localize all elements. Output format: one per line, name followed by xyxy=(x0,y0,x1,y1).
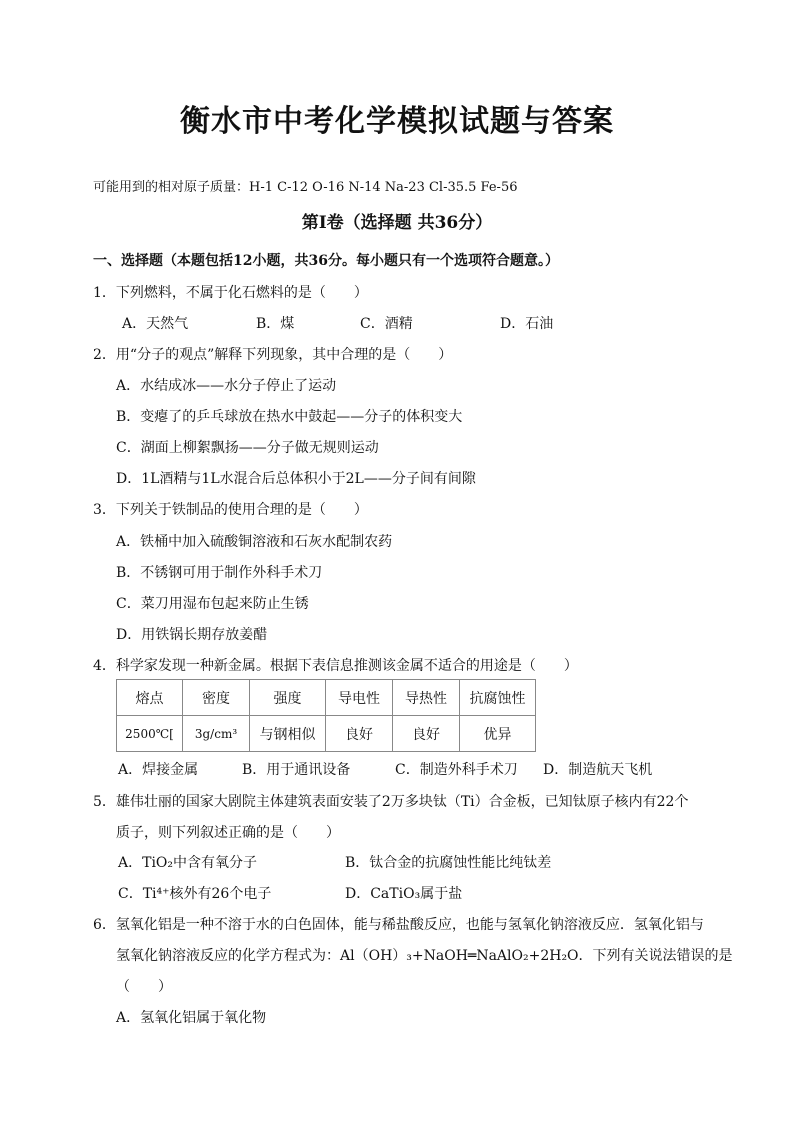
question-6-stem-line3: （ ） xyxy=(116,979,172,995)
q4-option-d: D．制造航天飞机 xyxy=(543,762,653,778)
table-cell: 与钢相似 xyxy=(250,716,326,752)
q5-option-a: A．TiO₂中含有氧分子 xyxy=(118,855,258,871)
q1-option-b: B．煤 xyxy=(256,316,295,332)
question-5-stem-line1: 5．雄伟壮丽的国家大剧院主体建筑表面安装了2万多块钛（Ti）合金板，已知钛原子核内有22个 xyxy=(93,794,689,810)
question-1-stem: 1．下列燃料，不属于化石燃料的是（ ） xyxy=(93,285,368,301)
q1-option-d: D．石油 xyxy=(500,316,554,332)
table-row xyxy=(117,716,536,752)
atomic-masses-note: 可能用到的相对原子质量：H-1 C-12 O-16 N-14 Na-23 Cl-35.5 Fe-56 xyxy=(93,180,518,195)
q6-option-a: A．氢氧化铝属于氧化物 xyxy=(116,1010,267,1026)
table-cell: 优异 xyxy=(460,716,536,752)
q5-option-d: D．CaTiO₃属于盐 xyxy=(345,886,463,902)
question-6-stem-line2: 氢氧化钠溶液反应的化学方程式为：Al（OH）₃+NaOH═NaAlO₂+2H₂O．下列有关说法错误的是 xyxy=(116,948,733,964)
question-4-options xyxy=(0,759,794,779)
q2-option-c: C．湖面上柳絮飘扬——分子做无规则运动 xyxy=(116,440,379,456)
table-header-cell: 熔点 xyxy=(117,680,183,716)
q4-option-a: A．焊接金属 xyxy=(118,762,199,778)
q3-option-b: B．不锈钢可用于制作外科手术刀 xyxy=(116,565,323,581)
table-cell: 良好 xyxy=(326,716,393,752)
table-cell: 良好 xyxy=(393,716,460,752)
q2-option-a: A．水结成冰——水分子停止了运动 xyxy=(116,378,337,394)
q5-option-c: C．Ti⁴⁺核外有26个电子 xyxy=(118,886,272,902)
question-1-options xyxy=(0,313,794,333)
q4-option-b: B．用于通讯设备 xyxy=(242,762,351,778)
q4-option-c: C．制造外科手术刀 xyxy=(395,762,518,778)
question-6-stem-line1: 6．氢氧化铝是一种不溶于水的白色固体，能与稀盐酸反应，也能与氢氧化钠溶液反应．氢氧化铝与 xyxy=(93,917,704,933)
table-header-row xyxy=(117,680,536,716)
section-title: 第Ⅰ卷（选择题 共36分） xyxy=(301,213,493,233)
table-header-cell: 密度 xyxy=(183,680,250,716)
table-header-cell: 导电性 xyxy=(326,680,393,716)
part-heading: 一、选择题（本题包括12小题，共36分。每小题只有一个选项符合题意。） xyxy=(93,253,559,269)
q3-option-c: C．菜刀用湿布包起来防止生锈 xyxy=(116,596,309,612)
q1-option-a: A．天然气 xyxy=(122,316,189,332)
page-title: 衡水市中考化学模拟试题与答案 xyxy=(180,104,614,139)
table-header-cell: 导热性 xyxy=(393,680,460,716)
question-5-options-row2 xyxy=(0,883,794,903)
q5-option-b: B．钛合金的抗腐蚀性能比纯钛差 xyxy=(345,855,552,871)
q3-option-a: A．铁桶中加入硫酸铜溶液和石灰水配制农药 xyxy=(116,534,393,550)
table-cell: 2500℃[ xyxy=(117,716,183,752)
table-header-cell: 强度 xyxy=(250,680,326,716)
metal-properties-table xyxy=(116,679,536,752)
question-2-stem: 2．用“分子的观点”解释下列现象，其中合理的是（ ） xyxy=(93,347,453,363)
question-5-options-row1 xyxy=(0,852,794,872)
question-3-stem: 3．下列关于铁制品的使用合理的是（ ） xyxy=(93,502,368,518)
table-cell: 3g/cm³ xyxy=(183,716,250,752)
question-4-stem: 4．科学家发现一种新金属。根据下表信息推测该金属不适合的用途是（ ） xyxy=(93,658,578,674)
q2-option-b: B．变瘪了的乒乓球放在热水中鼓起——分子的体积变大 xyxy=(116,409,463,425)
table-header-cell: 抗腐蚀性 xyxy=(460,680,536,716)
q1-option-c: C．酒精 xyxy=(360,316,413,332)
question-5-stem-line2: 质子，则下列叙述正确的是（ ） xyxy=(116,825,340,841)
q3-option-d: D．用铁锅长期存放姜醋 xyxy=(116,627,268,643)
q2-option-d: D．1L酒精与1L水混合后总体积小于2L——分子间有间隙 xyxy=(116,471,476,487)
